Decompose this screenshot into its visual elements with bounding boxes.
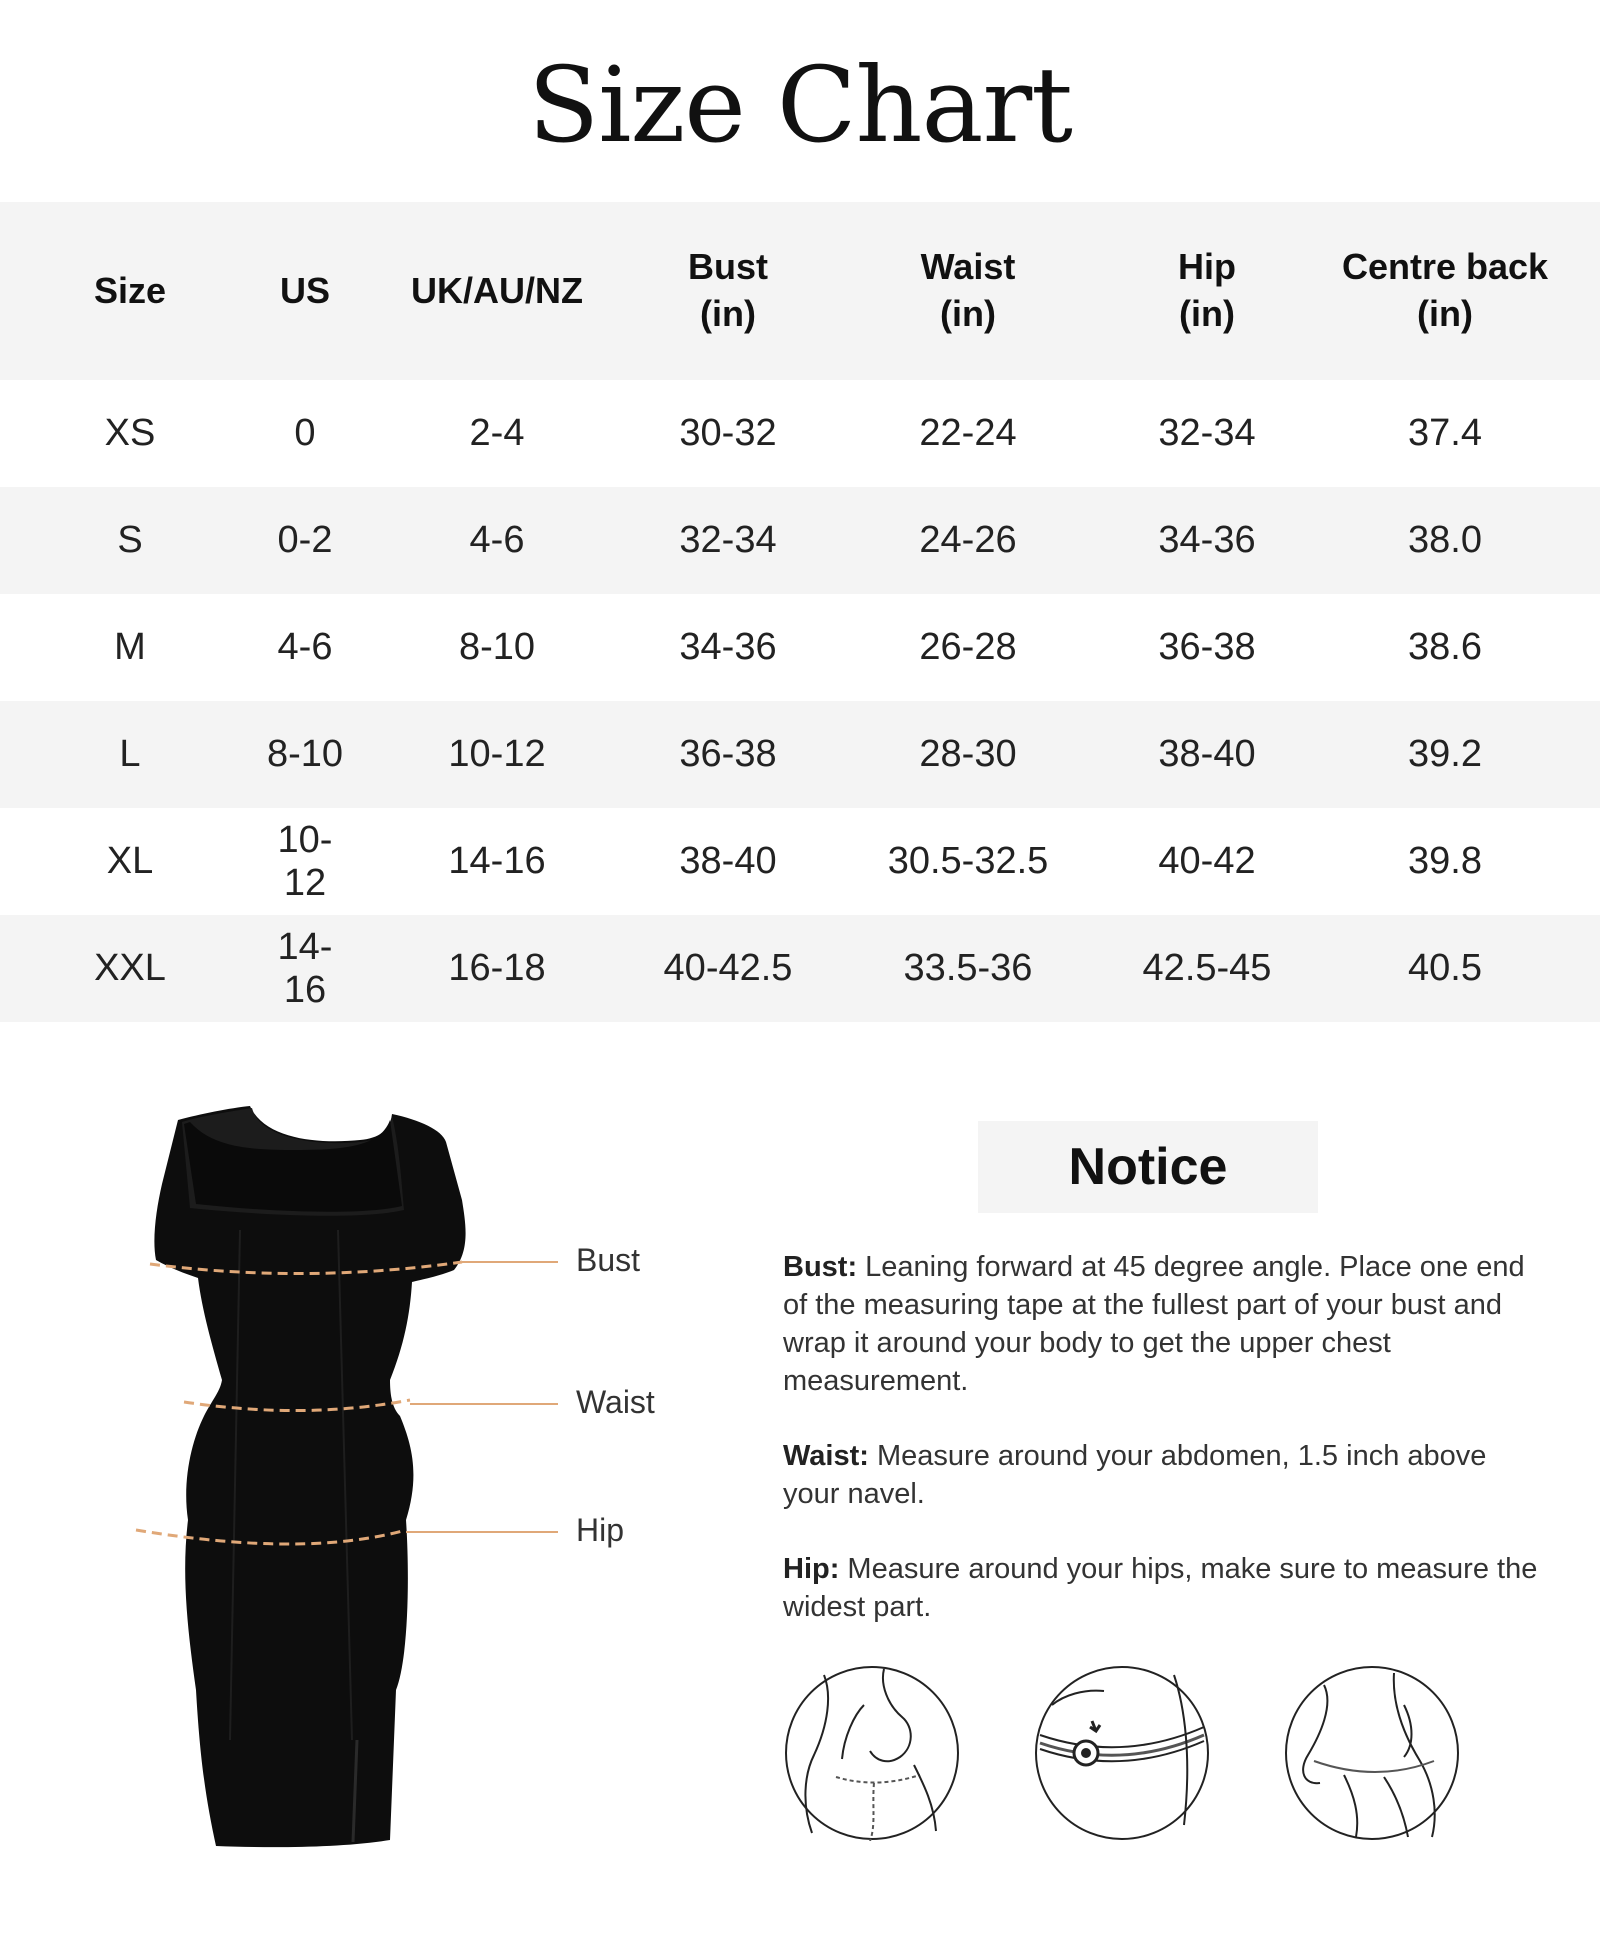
dress-illustration (90, 1100, 690, 1870)
cell-us: 0 (294, 412, 316, 454)
hip-label: Hip (576, 1512, 625, 1548)
cell-us: 10-12 (277, 818, 333, 904)
cell-waist: 24-26 (812, 487, 1124, 594)
cell-hip: 40-42 (1158, 840, 1256, 882)
header-us: US (260, 202, 350, 380)
cell-centre-back: 40.5 (1290, 915, 1600, 1022)
cell-uk: 10-12 (350, 701, 644, 808)
note-bust-text: Leaning forward at 45 degree angle. Place one end of the measuring tape at the fullest part of your bust and wrap it around your body to get the upper chest measurement. (783, 1251, 1525, 1397)
note-waist (783, 1437, 1543, 1513)
cell-hip: 36-38 (1158, 626, 1256, 668)
dress-svg (90, 1100, 690, 1870)
cell-waist: 22-24 (919, 412, 1017, 454)
cell-bust: 34-36 (679, 626, 777, 668)
cell-hip: 38-40 (1124, 701, 1290, 808)
cell-bust: 40-42.5 (644, 915, 812, 1022)
header-waist: Waist (in) (812, 202, 1124, 380)
cell-centre-back: 38.6 (1408, 626, 1482, 668)
note-waist-text: Measure around your abdomen, 1.5 inch above your navel. (783, 1440, 1487, 1510)
header-hip: Hip (in) (1124, 202, 1290, 380)
cell-centre-back: 38.0 (1290, 487, 1600, 594)
cell-uk: 4-6 (350, 487, 644, 594)
cell-waist: 26-28 (919, 626, 1017, 668)
cell-centre-back: 37.4 (1408, 412, 1482, 454)
cell-us: 0-2 (260, 487, 350, 594)
cell-size: S (0, 487, 260, 594)
cell-us: 14-16 (260, 915, 350, 1022)
header-centre-back: Centre back (in) (1290, 202, 1600, 380)
cell-size: XL (106, 840, 154, 882)
note-bust (783, 1248, 1543, 1400)
table-row (0, 594, 1600, 701)
note-hip-label: Hip: (783, 1553, 840, 1585)
cell-hip: 42.5-45 (1124, 915, 1290, 1022)
notice-notes (783, 1248, 1543, 1663)
cell-waist: 28-30 (812, 701, 1124, 808)
note-bust-label: Bust: (783, 1251, 858, 1283)
note-hip-text: Measure around your hips, make sure to measure the widest part. (783, 1553, 1538, 1623)
page-title: Size Chart (528, 44, 1072, 166)
table-row (0, 701, 1600, 808)
table-header-row (0, 202, 1600, 380)
waist-label: Waist (576, 1384, 655, 1420)
cell-uk: 8-10 (458, 626, 536, 668)
note-hip (783, 1550, 1543, 1626)
bust-label: Bust (576, 1242, 641, 1278)
cell-uk: 16-18 (350, 915, 644, 1022)
dress-silhouette (154, 1106, 465, 1847)
header-bust: Bust (in) (644, 202, 812, 380)
header-uk: UK/AU/NZ (350, 202, 644, 380)
cell-size: XXL (0, 915, 260, 1022)
cell-bust: 32-34 (644, 487, 812, 594)
cell-centre-back: 39.2 (1290, 701, 1600, 808)
waist-measure-illustration (1034, 1665, 1210, 1841)
table-row (0, 915, 1600, 1022)
cell-size: XS (104, 412, 156, 454)
cell-centre-back: 39.8 (1408, 840, 1482, 882)
cell-uk: 2-4 (469, 412, 525, 454)
cell-hip: 34-36 (1124, 487, 1290, 594)
cell-bust: 38-40 (679, 840, 777, 882)
bust-measure-illustration (784, 1665, 960, 1841)
cell-size: M (114, 626, 146, 668)
notice-title: Notice (1068, 1138, 1228, 1196)
cell-waist: 30.5-32.5 (887, 840, 1049, 882)
cell-bust: 36-38 (644, 701, 812, 808)
table-row (0, 808, 1600, 915)
cell-us: 4-6 (277, 626, 333, 668)
hip-measure-illustration (1284, 1665, 1460, 1841)
cell-size: L (0, 701, 260, 808)
cell-us: 8-10 (260, 701, 350, 808)
cell-hip: 32-34 (1158, 412, 1256, 454)
header-size: Size (0, 202, 260, 380)
cell-uk: 14-16 (448, 840, 546, 882)
note-waist-label: Waist: (783, 1440, 869, 1472)
size-table (0, 202, 1600, 1022)
table-row (0, 380, 1600, 487)
cell-waist: 33.5-36 (812, 915, 1124, 1022)
cell-bust: 30-32 (679, 412, 777, 454)
table-row (0, 487, 1600, 594)
